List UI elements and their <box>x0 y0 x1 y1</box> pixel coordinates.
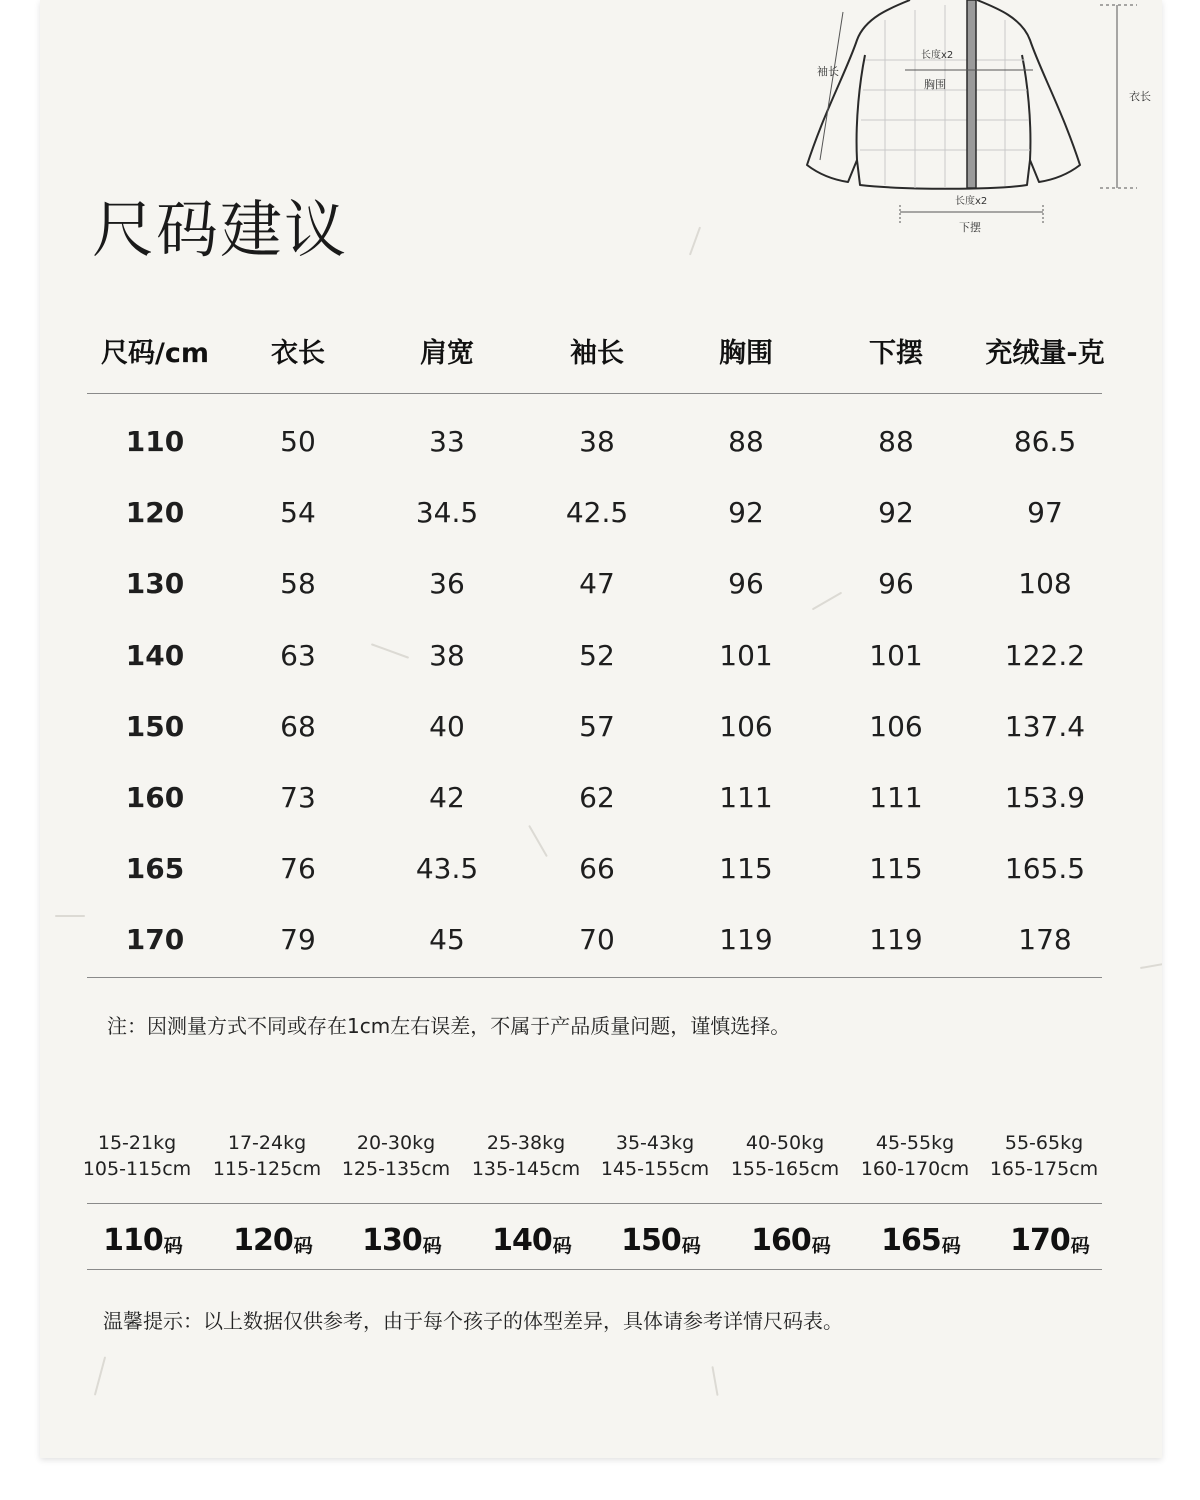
column-header: 袖长 <box>570 337 624 369</box>
measurement-cell: 92 <box>878 496 914 530</box>
column-header: 充绒量-克 <box>985 337 1105 369</box>
size-guide-page <box>40 0 1162 1458</box>
table-row <box>40 904 1162 975</box>
weight-range: 17-24kg <box>227 1132 307 1154</box>
table-header-row <box>40 315 1162 385</box>
weight-range: 25-38kg <box>486 1132 566 1154</box>
table-row <box>40 548 1162 619</box>
size-number: 110 <box>103 1222 163 1258</box>
measurement-cell: 106 <box>869 709 923 743</box>
size-unit: 码 <box>941 1234 961 1257</box>
measurement-cell: 70 <box>579 923 615 957</box>
column-header: 肩宽 <box>420 337 474 369</box>
weight-range: 55-65kg <box>1004 1132 1084 1154</box>
height-range: 105-115cm <box>82 1158 192 1180</box>
column-header: 衣长 <box>271 337 325 369</box>
hem-label: 下摆 <box>959 221 981 234</box>
recommend-size <box>1010 1212 1090 1268</box>
size-number: 160 <box>751 1222 811 1258</box>
measurement-cell: 42 <box>429 781 465 814</box>
measurement-cell: 119 <box>869 923 923 957</box>
size-unit: 码 <box>163 1234 183 1257</box>
recommend-size <box>751 1212 831 1268</box>
size-cell: 150 <box>125 709 185 743</box>
height-range: 125-135cm <box>341 1158 451 1180</box>
recommend-range <box>331 1130 461 1182</box>
recommend-size <box>233 1212 313 1268</box>
sleeve-label: 袖长 <box>817 65 839 78</box>
height-range: 115-125cm <box>212 1158 322 1180</box>
measurement-cell: 79 <box>280 923 316 957</box>
hem-width-label: 长度x2 <box>955 196 988 207</box>
table-row <box>40 477 1162 548</box>
height-range: 160-170cm <box>860 1158 970 1180</box>
table-bottom-rule <box>87 977 1102 978</box>
measurement-cell: 106 <box>719 709 773 743</box>
measurement-cell: 38 <box>429 638 465 672</box>
size-number: 165 <box>881 1222 941 1258</box>
measurement-cell: 50 <box>280 425 316 458</box>
measurement-cell: 119 <box>719 923 773 957</box>
measurement-cell: 33 <box>429 425 465 458</box>
size-unit: 码 <box>293 1234 313 1257</box>
recommend-size <box>621 1212 701 1268</box>
measurement-cell: 115 <box>869 852 923 886</box>
measurement-cell: 92 <box>728 496 764 530</box>
measurement-cell: 40 <box>429 709 465 743</box>
size-cell: 140 <box>125 638 185 672</box>
recommend-bottom-rule <box>87 1269 1102 1270</box>
weight-range: 20-30kg <box>356 1132 436 1154</box>
measurement-cell: 43.5 <box>415 852 479 886</box>
table-row <box>40 406 1162 477</box>
measurement-cell: 57 <box>579 709 615 743</box>
measurement-cell: 86.5 <box>1013 425 1077 458</box>
measurement-cell: 96 <box>878 567 914 601</box>
warm-tip: 温馨提示：以上数据仅供参考，由于每个孩子的体型差异，具体请参考详情尺码表。 <box>103 1309 843 1333</box>
measurement-cell: 36 <box>429 567 465 601</box>
table-row <box>40 833 1162 904</box>
table-row <box>40 762 1162 833</box>
column-header: 尺码/cm <box>101 337 209 369</box>
size-unit: 码 <box>811 1234 831 1257</box>
size-cell: 130 <box>125 567 185 601</box>
measurement-cell: 47 <box>579 567 615 601</box>
measurement-cell: 58 <box>280 567 316 601</box>
measurement-cell: 178 <box>1018 923 1072 957</box>
measurement-cell: 42.5 <box>565 496 629 530</box>
weight-range: 40-50kg <box>745 1132 825 1154</box>
measurement-cell: 66 <box>579 852 615 886</box>
measurement-cell: 96 <box>728 567 764 601</box>
measurement-cell: 88 <box>878 425 914 458</box>
recommend-size <box>103 1212 183 1268</box>
measurement-cell: 38 <box>579 425 615 458</box>
measurement-cell: 52 <box>579 638 615 672</box>
size-number: 140 <box>492 1222 552 1258</box>
table-row <box>40 620 1162 691</box>
paper-fiber <box>94 1356 106 1395</box>
size-number: 150 <box>621 1222 681 1258</box>
measure-lines <box>820 5 1137 225</box>
measurement-cell: 68 <box>280 709 316 743</box>
weight-range: 35-43kg <box>615 1132 695 1154</box>
measurement-cell: 97 <box>1027 496 1063 530</box>
recommend-range <box>979 1130 1109 1182</box>
recommend-range <box>590 1130 720 1182</box>
recommend-size <box>492 1212 572 1268</box>
measurement-cell: 111 <box>869 781 923 814</box>
size-unit: 码 <box>1070 1234 1090 1257</box>
size-cell: 170 <box>125 923 185 957</box>
recommend-range <box>720 1130 850 1182</box>
measurement-cell: 62 <box>579 781 615 814</box>
height-range: 145-155cm <box>600 1158 710 1180</box>
table-row <box>40 691 1162 762</box>
measurement-cell: 115 <box>719 852 773 886</box>
measurement-cell: 111 <box>719 781 773 814</box>
measurement-note: 注：因测量方式不同或存在1cm左右误差，不属于产品质量问题，谨慎选择。 <box>107 1014 791 1038</box>
chest-width-label: 长度x2 <box>921 50 954 61</box>
measurement-cell: 45 <box>429 923 465 957</box>
size-unit: 码 <box>552 1234 572 1257</box>
weight-range: 15-21kg <box>97 1132 177 1154</box>
size-number: 120 <box>233 1222 293 1258</box>
chest-label: 胸围 <box>924 78 946 91</box>
size-cell: 120 <box>125 496 185 530</box>
column-header: 胸围 <box>719 337 773 369</box>
page-title: 尺码建议 <box>92 193 349 266</box>
measurement-cell: 76 <box>280 852 316 886</box>
length-label: 衣长 <box>1129 90 1151 103</box>
jacket-measurement-diagram <box>765 0 1160 245</box>
measurement-cell: 108 <box>1018 567 1072 601</box>
paper-fiber <box>689 227 701 256</box>
table-top-rule <box>87 393 1102 394</box>
zipper-icon <box>967 0 976 188</box>
measurement-cell: 34.5 <box>415 496 479 530</box>
measurement-cell: 63 <box>280 638 316 672</box>
measurement-cell: 153.9 <box>1004 781 1086 814</box>
height-range: 135-145cm <box>471 1158 581 1180</box>
paper-fiber <box>711 1366 718 1396</box>
height-range: 155-165cm <box>730 1158 840 1180</box>
measurement-cell: 54 <box>280 496 316 530</box>
measurement-cell: 122.2 <box>1004 638 1086 672</box>
size-cell: 110 <box>125 425 185 458</box>
measurement-cell: 88 <box>728 425 764 458</box>
recommend-top-rule <box>87 1203 1102 1204</box>
size-unit: 码 <box>681 1234 701 1257</box>
recommend-range <box>72 1130 202 1182</box>
weight-range: 45-55kg <box>875 1132 955 1154</box>
recommend-size <box>362 1212 442 1268</box>
size-unit: 码 <box>422 1234 442 1257</box>
recommend-range <box>461 1130 591 1182</box>
measurement-cell: 137.4 <box>1004 709 1086 743</box>
height-range: 165-175cm <box>989 1158 1099 1180</box>
size-cell: 165 <box>125 852 185 886</box>
jacket-quilting-lines <box>860 5 1030 188</box>
recommend-range <box>850 1130 980 1182</box>
measurement-cell: 73 <box>280 781 316 814</box>
measurement-cell: 101 <box>719 638 773 672</box>
recommend-size <box>881 1212 961 1268</box>
measurement-cell: 101 <box>869 638 923 672</box>
jacket-outline-icon <box>807 0 1080 189</box>
size-cell: 160 <box>125 781 185 814</box>
recommend-range <box>202 1130 332 1182</box>
size-number: 170 <box>1010 1222 1070 1258</box>
size-number: 130 <box>362 1222 422 1258</box>
column-header: 下摆 <box>869 337 923 369</box>
measurement-cell: 165.5 <box>1004 852 1086 886</box>
